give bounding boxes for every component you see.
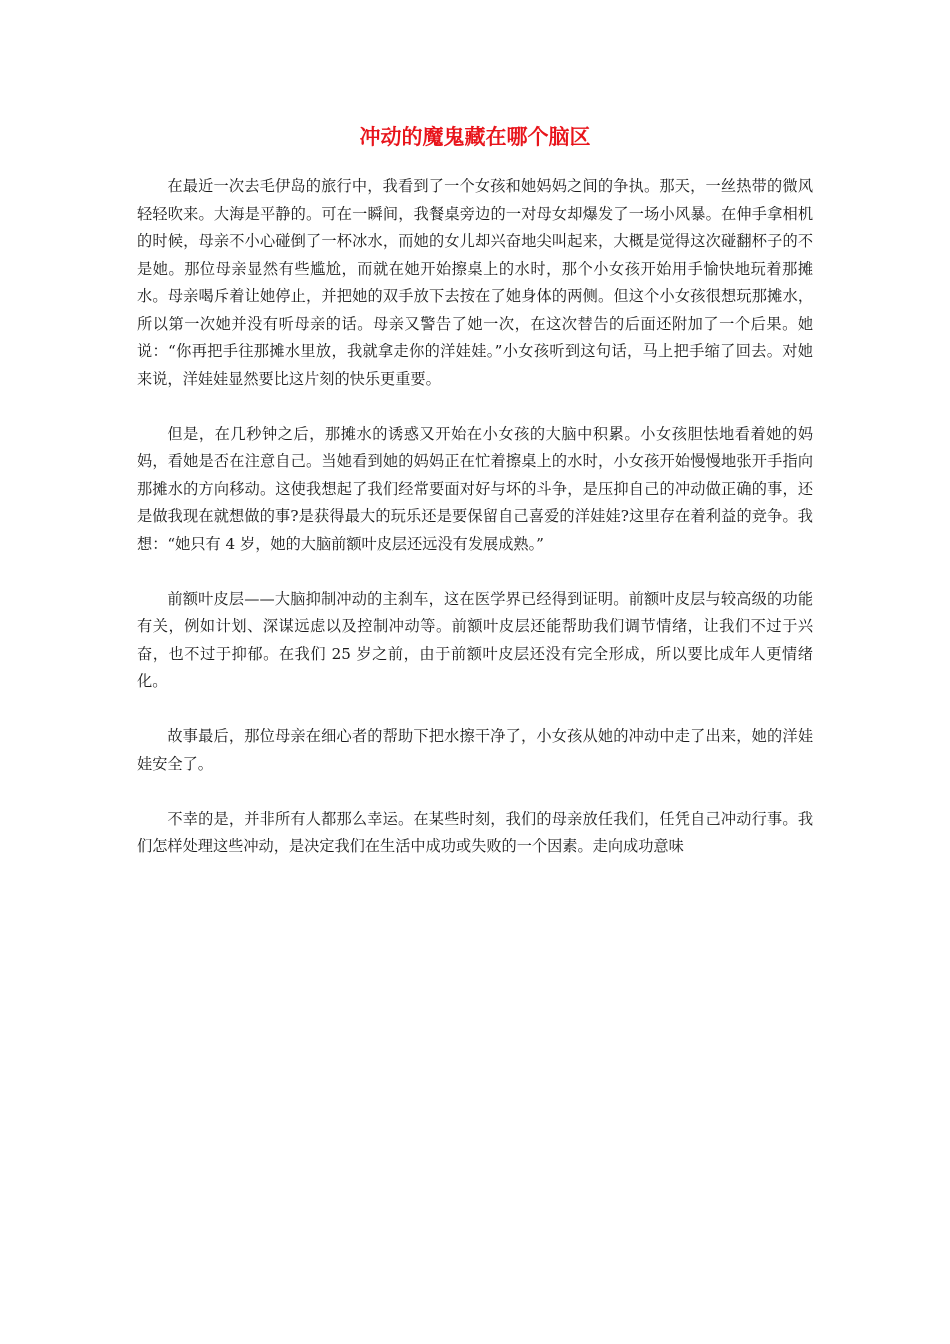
document-title: 冲动的魔鬼藏在哪个脑区 (359, 124, 591, 149)
paragraph-5: 不幸的是，并非所有人都那么幸运。在某些时刻，我们的母亲放任我们，任凭自己冲动行事。我们怎样处理这些冲动，是决定我们在生活中成功或失败的一个因素。走向成功意味 (137, 809, 813, 855)
paragraph-2: 但是，在几秒钟之后，那摊水的诱惑又开始在小女孩的大脑中积累。小女孩胆怯地看着她的妈妈，看她是否在注意自己。当她看到她的妈妈正在忙着擦桌上的水时，小女孩开始慢慢地张开手指向那摊水的方向移动。这使我想起了我们经常要面对好与坏的斗争，是压抑自己的冲动做正确的事，还是做我现在就想做的事?是获得最大的玩乐还是要保留自己喜爱的洋娃娃?这里存在着利益的竞争。我想：“她只有 4 岁，她的大脑前额叶皮层还远没有发展成熟。” (137, 424, 813, 553)
paragraph-4: 故事最后，那位母亲在细心者的帮助下把水擦干净了，小女孩从她的冲动中走了出来，她的洋娃娃安全了。 (137, 727, 813, 773)
paragraph-1: 在最近一次去毛伊岛的旅行中，我看到了一个女孩和她妈妈之间的争执。那天，一丝热带的微风轻轻吹来。大海是平静的。可在一瞬间，我餐桌旁边的一对母女却爆发了一场小风暴。在伸手拿相机的时候，母亲不小心碰倒了一杯冰水，而她的女儿却兴奋地尖叫起来，大概是觉得这次碰翻杯子的不是她。那位母亲显然有些尴尬，而就在她开始擦桌上的水时，那个小女孩开始用手愉快地玩着那摊水。母亲喝斥着让她停止，并把她的双手放下去按在了她身体的两侧。但这个小女孩很想玩那摊水，所以第一次她并没有听母亲的话。母亲又警告了她一次，在这次替告的后面还附加了一个后果。她说：“你再把手往那摊水里放，我就拿走你的洋娃娃。”小女孩听到这句话，马上把手缩了回去。对她来说，洋娃娃显然要比这片刻的快乐更重要。 (137, 177, 813, 388)
paragraph-3: 前额叶皮层——大脑抑制冲动的主刹车，这在医学界已经得到证明。前额叶皮层与较高级的功能有关，例如计划、深谋远虑以及控制冲动等。前额叶皮层还能帮助我们调节情绪，让我们不过于兴奋，也不过于抑郁。在我们 25 岁之前，由于前额叶皮层还没有完全形成，所以要比成年人更情绪化。 (137, 589, 813, 690)
document-body (137, 173, 813, 888)
